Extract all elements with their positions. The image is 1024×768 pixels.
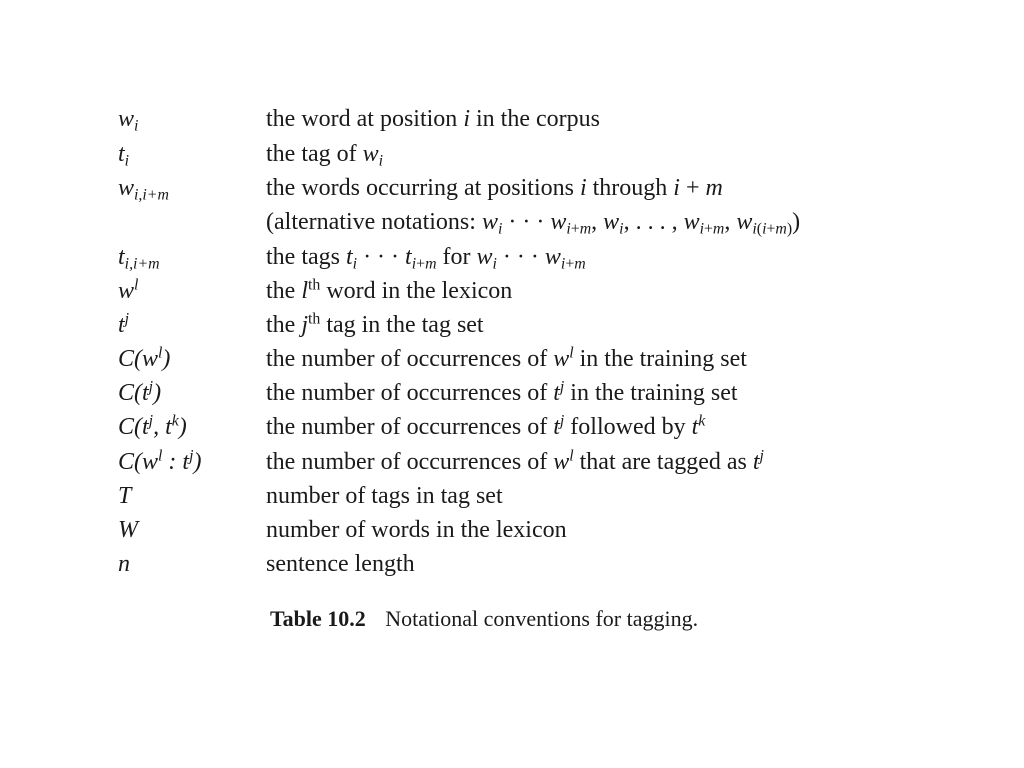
table-row <box>0 479 1024 513</box>
row-description: sentence length <box>266 551 415 577</box>
caption-label: Table 10.2 <box>270 606 366 631</box>
row-description: the number of occurrences of $w^l$ that are tagged as $t^j$ <box>266 447 764 475</box>
row-description: number of tags in tag set <box>266 483 503 509</box>
row-symbol: $t^j$ <box>118 310 130 338</box>
row-description: the number of occurrences of $t^j$ in the training set <box>266 378 738 406</box>
row-description: the word at position i in the corpus <box>266 106 600 132</box>
row-symbol: n <box>118 551 130 577</box>
row-description: the tags $t_i$ · · · $t_{i+m}$ for $w_i$ · · · $w_{i+m}$ <box>266 244 586 273</box>
row-symbol: T <box>118 483 132 509</box>
table-row <box>0 308 1024 342</box>
row-symbol: $w_{i,i+m}$ <box>118 175 169 204</box>
table-row <box>0 410 1024 444</box>
row-description: the $l^{th}$ word in the lexicon <box>266 276 513 304</box>
row-symbol: $C(w^l)$ <box>118 344 171 372</box>
table-row <box>0 376 1024 410</box>
row-symbol: $C(w^l$ : $t^j$) <box>118 447 202 475</box>
table-row <box>0 445 1024 479</box>
table-row <box>0 205 1024 239</box>
row-description: the number of occurrences of $t^j$ followed by $t^k$ <box>266 412 706 440</box>
row-symbol: $C(t^j)$ <box>118 378 162 406</box>
row-symbol: $t_i$ <box>118 141 130 170</box>
row-description: the tag of $w_i$ <box>266 141 384 170</box>
row-symbol: $w_i$ <box>118 106 139 135</box>
table-row <box>0 171 1024 205</box>
row-symbol: $C(t^j$, $t^k$) <box>118 412 187 440</box>
table-row <box>0 102 1024 136</box>
row-description: number of words in the lexicon <box>266 517 567 543</box>
caption-text: Notational conventions for tagging. <box>385 606 699 631</box>
table-row <box>0 137 1024 171</box>
row-description: (alternative notations: $w_i$ · · · $w_{i+m}$, $w_i$, . . . , $w_{i+m}$, $w_{i(i+m)}$) <box>266 209 801 238</box>
table-row <box>0 274 1024 308</box>
row-description: the words occurring at positions i through i + m <box>266 175 723 201</box>
table-row <box>0 547 1024 581</box>
table-row <box>0 240 1024 274</box>
table-row <box>0 342 1024 376</box>
row-symbol: $t_{i,i+m}$ <box>118 244 160 273</box>
row-description: the $j^{th}$ tag in the tag set <box>266 310 484 338</box>
table-caption <box>270 604 698 634</box>
row-symbol: W <box>118 517 138 543</box>
table-row <box>0 513 1024 547</box>
row-symbol: $w^l$ <box>118 276 139 304</box>
row-description: the number of occurrences of $w^l$ in the training set <box>266 344 747 372</box>
